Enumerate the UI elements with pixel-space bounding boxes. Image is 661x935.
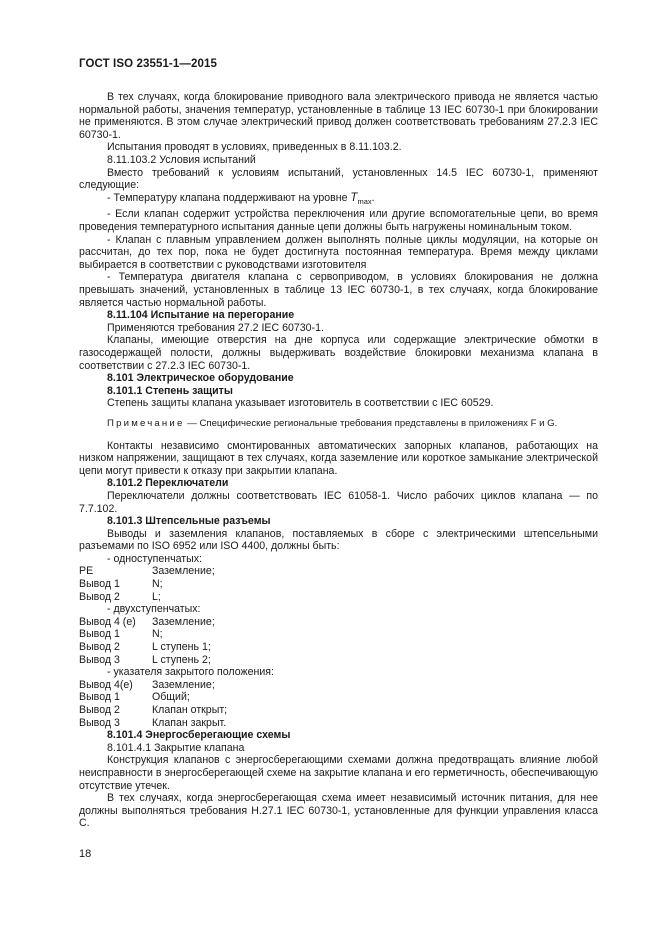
terminal-row bbox=[79, 717, 598, 730]
paragraph: Клапаны, имеющие отверстия на дне корпуса или содержащие электрические обмотки в газосодержащей полости, должны выдерживать воздействие блокировки механизма клапана в соответствии с 27.2.3 IEC 60730-1. bbox=[79, 334, 598, 372]
terminal-list-1 bbox=[79, 565, 598, 603]
list-item: - Клапан с плавным управлением должен выполнять полные циклы модуляции, на которые он рассчитан, до тех пор, пока не будет достигнута постоянная температура. Время между циклами выбирается в соответствии с руководствами изготовителя bbox=[79, 233, 598, 271]
note-text: — Специфические региональные требования представлены в приложениях F и G. bbox=[184, 417, 558, 429]
paragraph: Испытания проводят в условиях, приведенных в 8.11.103.2. bbox=[107, 141, 402, 154]
terminal-value: L ступень 1; bbox=[152, 641, 211, 654]
terminal-value: N; bbox=[152, 578, 163, 591]
subsection-title: 8.101.4.1 Закрытие клапана bbox=[107, 741, 245, 754]
list-item-text: . bbox=[371, 191, 375, 204]
list-item-text: - Температуру клапана поддерживают на уровне bbox=[107, 191, 351, 204]
terminal-key: PE bbox=[79, 565, 94, 578]
page-number: 18 bbox=[79, 848, 92, 860]
terminal-row bbox=[79, 641, 598, 654]
terminal-key: Вывод 1 bbox=[79, 578, 120, 591]
paragraph: Переключатели должны соответствовать IEC 61058-1. Число рабочих циклов клапана — по 7.7.102. bbox=[79, 489, 598, 515]
section-heading: 8.101.2 Переключатели bbox=[107, 477, 229, 490]
subsection-title: 8.11.103.2 Условия испытаний bbox=[107, 153, 256, 166]
terminal-key: Вывод 4(е) bbox=[79, 678, 133, 691]
terminal-key: Вывод 3 bbox=[79, 653, 120, 666]
terminal-value: L; bbox=[152, 590, 161, 603]
section-heading: 8.101 Электрическое оборудование bbox=[107, 372, 294, 385]
note bbox=[79, 418, 598, 431]
document-body bbox=[79, 91, 598, 830]
list-group-title: - одноступенчатых: bbox=[107, 552, 202, 565]
section-heading: 8.101.3 Штепсельные разъемы bbox=[107, 515, 271, 528]
terminal-list-2 bbox=[79, 616, 598, 666]
terminal-key: Вывод 1 bbox=[79, 628, 120, 641]
terminal-key: Вывод 3 bbox=[79, 716, 120, 729]
terminal-row bbox=[79, 565, 598, 578]
terminal-key: Вывод 2 bbox=[79, 704, 120, 717]
terminal-value: Клапан открыт; bbox=[152, 704, 228, 717]
terminal-list-3 bbox=[79, 679, 598, 729]
symbol-subscript: max bbox=[357, 196, 372, 206]
terminal-row bbox=[79, 654, 598, 667]
terminal-value: Заземление; bbox=[152, 565, 215, 578]
section-heading: 8.101.1 Степень защиты bbox=[107, 384, 233, 397]
terminal-value: Общий; bbox=[152, 691, 190, 704]
terminal-row bbox=[79, 628, 598, 641]
terminal-row bbox=[79, 616, 598, 629]
list-group-title: - указателя закрытого положения: bbox=[107, 666, 274, 679]
terminal-row bbox=[79, 578, 598, 591]
terminal-value: L ступень 2; bbox=[152, 653, 211, 666]
terminal-value: Клапан закрыт. bbox=[152, 716, 227, 729]
terminal-row bbox=[79, 691, 598, 704]
terminal-value: Заземление; bbox=[152, 678, 215, 691]
paragraph: В тех случаях, когда энергосберегающая схема имеет независимый источник питания, для нее должны выполняться требования Н.27.1 IEC 60730-1, установленные для функции управления класса С. bbox=[79, 792, 598, 830]
terminal-value: N; bbox=[152, 628, 163, 641]
paragraph: В тех случаях, когда блокирование приводного вала электрического привода не является частью нормальной работы, значения температур, установленные в таблице 13 IEC 60730-1 при блокировании не применяются. В этом случае электрический привод должен соответствовать требованиям 27.2.3 IEC 60730-1. bbox=[79, 91, 598, 141]
terminal-row bbox=[79, 704, 598, 717]
section-heading: 8.101.4 Энергосберегающие схемы bbox=[107, 729, 291, 742]
document-header: ГОСТ ISO 23551-1—2015 bbox=[79, 58, 217, 70]
terminal-value: Заземление; bbox=[152, 615, 215, 628]
list-group-title: - двухступенчатых: bbox=[107, 603, 201, 616]
terminal-key: Вывод 4 (е) bbox=[79, 615, 136, 628]
terminal-key: Вывод 2 bbox=[79, 590, 120, 603]
paragraph: Конструкция клапанов с энергосберегающими схемами должна предотвращать влияние любой неисправности в энергосберегающей схеме на закрытие клапана и его герметичность, обеспечивающую отсутствие утечек. bbox=[79, 754, 598, 792]
symbol-T: T bbox=[350, 191, 358, 204]
paragraph: Контакты независимо смонтированных автоматических запорных клапанов, работающих на низком напряжении, защищают в тех случаях, когда заземление или короткое замыкание электрической цепи могут привести к отказу при закрытии клапана. bbox=[79, 439, 598, 477]
terminal-key: Вывод 1 bbox=[79, 691, 120, 704]
list-item: - Температура двигателя клапана с сервоприводом, в условиях блокирования не должна превышать значений, установленных в таблице 13 IEC 60730-1, в тех случаях, когда блокирование является частью нормальной работы. bbox=[79, 271, 598, 309]
paragraph: Степень защиты клапана указывает изготовитель в соответствии с IEC 60529. bbox=[107, 397, 494, 410]
paragraph: Вместо требований к условиям испытаний, установленных 14.5 IEC 60730-1, применяют следующие: bbox=[79, 166, 598, 192]
terminal-row bbox=[79, 591, 598, 604]
paragraph: Применяются требования 27.2 IEC 60730-1. bbox=[107, 321, 324, 334]
terminal-key: Вывод 2 bbox=[79, 641, 120, 654]
list-item bbox=[79, 192, 598, 209]
note-label: Примечание bbox=[107, 417, 185, 429]
terminal-row bbox=[79, 679, 598, 692]
list-item: - Если клапан содержит устройства переключения или другие вспомогательные цепи, во время проведения температурного испытания данные цепи должны быть нагружены номинальным током. bbox=[79, 208, 598, 234]
paragraph: Выводы и заземления клапанов, поставляемых в сборе с электрическими штепсельными разъемами по ISO 6952 или ISO 4400, должны быть: bbox=[79, 527, 598, 553]
section-heading: 8.11.104 Испытание на перегорание bbox=[107, 309, 295, 322]
